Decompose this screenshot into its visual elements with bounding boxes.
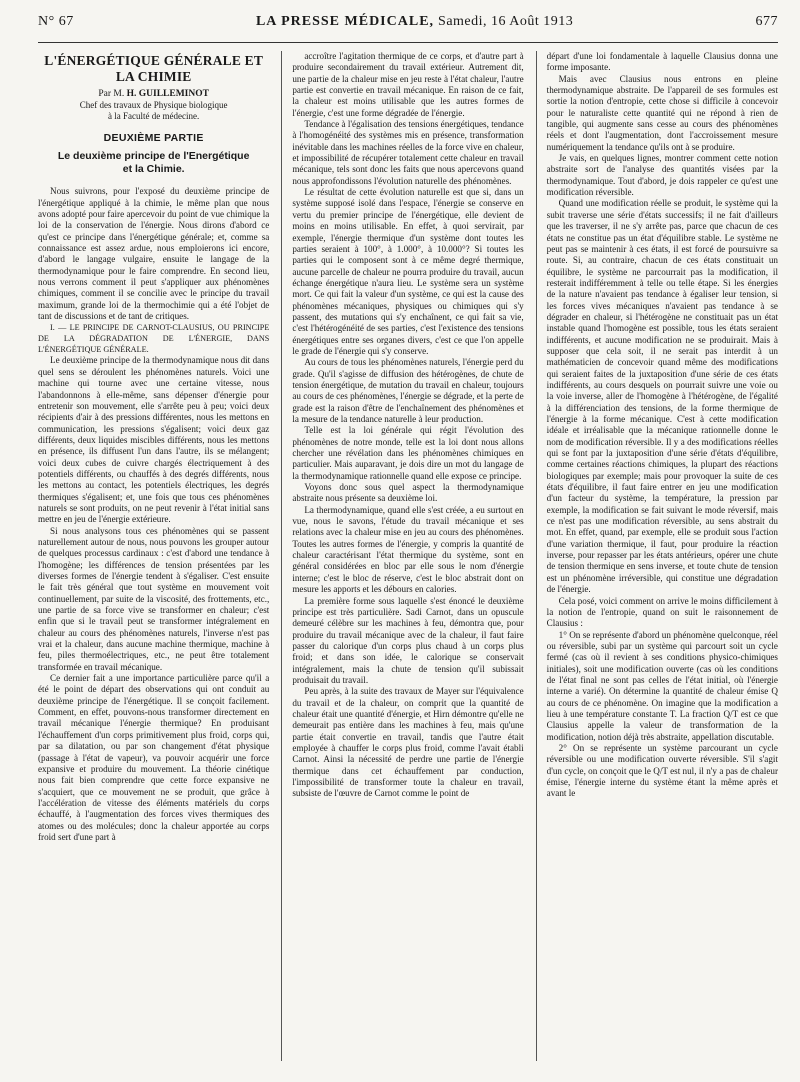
paragraph: Au cours de tous les phénomènes naturels, l'énergie perd du grade. Qu'il s'agisse de diffusion des hétérogènes, de chute de tension énergétique, de mutation du travail en chaleur, toujours au cours de ces phénomènes, l'énergie se dégrade, et la perte de grade est la raison d'être de l'enchaînement des phénomènes et la mesure de la tendance naturelle à leur production. [292,357,524,424]
running-header [38,14,778,38]
paragraph: 1° On se représente d'abord un phénomène quelconque, réel ou réversible, subi par un système qui parcourt soit un cycle fermé (cas où il revient à ses conditions physico-chimiques initiales), soit une modification ouverte (cas où les conditions de l'état final ne sont pas celles de l'état initial, où l'énergie interne a varié). On détermine la quantité de chaleur émise Q au cours de ce phénomène. On imagine que la modification a lieu à une température constante T. La fraction Q/T est ce que Clausius appelle la valeur de transformation de la modification, notion déjà très abstraite, appellation discutable. [546,629,778,742]
affiliation-line-1: Chef des travaux de Physique biologique [79,100,228,110]
page-number-left: N° 67 [38,14,74,29]
byline-prefix: Par M. [98,89,125,99]
paragraph: Quand une modification réelle se produit, le système qui la subit traverse une série d'états successifs; il ne fait d'ailleurs que les traverser, il ne s'y arrête pas, parce que chacun de ces états ne constitue pas un état d'équilibre stable. Le système ne peut pas se maintenir à ces états, il est forcé de poursuivre sa route. Si, au contraire, chacun de ces états constituait un équilibre, le système ne parcourrait pas la modification, il resterait indifféremment à telle ou telle étape. Si les énergies de la nature n'avaient pas tendance à égaliser leur tension, si les forces vives mécaniques n'avaient pas tendance à se dégrader en chaleur, si l'hétérogène ne constituait pas un état instable quand l'homogène est possible, tous les états seraient indifférents, et aucune modification ne se produirait. Mais à supposer que cela soit, il ne serait pas interdit à un mathématicien de concevoir quand même des modifications qui seraient faites de la juxtaposition d'une série de ces états indifférents, au cours desquels on pourrait suivre une voie ou la voie inverse, aller de l'homogène à l'hétérogène, de l'égalité à la différenciation des tensions, de la forme thermique de l'énergie à la forme mécanique. C'est à cette modification idéale et irréalisable que la mécanique rationnelle donne le nom de modification réversible. Il y a des modifications réelles qui se font par la juxtaposition d'une série d'états d'équilibre, comme certaines réactions chimiques, la plupart des réactions biologiques par exemple; mais pour provoquer la suite de ces états d'équilibre, il faut faire entrer en jeu une modification d'un facteur du système, la température, la pression par exemple, la modification se fait suivant le mode réversif, mais ce n'est pas une modification réversible, au sens abstrait du mot. En effet, quand, par exemple, elle se produit sous l'action d'une variation thermique, il faut, pour produire la réaction inverse, pour repasser par les états antérieurs, opérer une chute de tension thermique en sens inverse, et toute chute de tension est un phénomène irréversible, qui constitue une dégradation de l'énergie. [546,198,778,595]
paragraph: Cela posé, voici comment on arrive le moins difficilement à la notion de l'entropie, quand on suit le raisonnement de Clausius : [546,595,778,629]
paragraph: La thermodynamique, quand elle s'est créée, a eu surtout en vue, nous le savons, l'étude du travail mécanique et ses relations avec la chaleur mise en jeu au cours des phénomènes. Toutes les autres formes de l'énergie, y compris la quantité de chaleur caractérisant l'état thermique du système, sont en général considérées en bloc par elle sous le nom d'énergie interne; c'est le bloc de réserve, c'est le bloc abstrait dont on mesure les apports et les débours en calories. [292,504,524,595]
journal-title: LA PRESSE MÉDICALE, [255,14,435,29]
issue-date: Samedi, 16 Août 1913 [438,14,574,29]
paragraph: Telle est la loi générale qui régit l'évolution des phénomènes de notre monde, telle est la loi dont nous allons chercher une révélation dans les phénomènes chimiques en particulier. Mais auparavant, je dois dire un mot du langage de la thermodynamique rationnelle quand elle expose ce principe. [292,425,524,481]
affiliation-line-2: à la Faculté de médecine. [108,110,200,121]
page-number-right: 677 [755,14,778,29]
header-rule [38,42,778,43]
paragraph: départ d'une loi fondamentale à laquelle Clausius donna une forme imposante. [546,51,778,73]
article-title: L'ÉNERGÉTIQUE GÉNÉRALE ET LA CHIMIE [44,53,264,84]
subtitle-line-2: et la Chimie. [122,163,185,176]
subtitle [38,150,269,176]
article-columns [38,51,778,1061]
paragraph: accroître l'agitation thermique de ce corps, et d'autre part à produire secondairement du travail extérieur. Autrement dit, une partie de la chaleur mise en jeu reste à l'état chaleur, l'autre partie est convertie en travail mécanique. En raison de ce fait, la chaleur est moins utilisable que les autres formes de l'énergie, c'est une forme dégradée de l'énergie. [292,51,524,118]
paragraph: 2° On se représente un système parcourant un cycle réversible ou une modification ouverte réversible. S'il s'agit d'un cycle, on conçoit que le Q/T est nul, il n'y a pas de chaleur émise, l'énergie interne du système étant la même après et avant le [546,742,778,799]
paragraph: Le résultat de cette évolution naturelle est que si, dans un système supposé isolé dans l'espace, l'énergie se conserve en vertu du premier principe de l'énergétique, elle devient de moins en moins utilisable. En effet, à quoi servirait, par exemple, l'énergie thermique d'un système dont toutes les parties seraient à 100°, à 1.000°, à 10.000°? Si toutes les parties qui le composent sont à ce même degré thermique, aucune parcelle de chaleur ne pourra produire du travail, aucun échange énergétique n'aura lieu. Le système sera un système mort. Ce qui fait la valeur d'un système, ce qui est la cause des phénomènes mécaniques, physiques ou chimiques qui s'y passent, des mutations qui s'y enchaînent, ce qui fait sa vie, c'est l'hétérogénéité de ses parties, c'est l'existence des tensions énergétiques entre ses organes divers, c'est ce que l'on appelle le grade de l'énergie qui s'y conserve. [292,187,524,356]
author-name: H. GUILLEMINOT [126,89,209,99]
paragraph: Le deuxième principe de la thermodynamique nous dit dans quel sens se déroulent les phénomènes naturels. Voici une machine qui tourne avec une certaine vitesse, nous l'abandonnons à elle-même, sans dépenser d'énergie pour entretenir son mouvement, elle s'arrête peu à peu; voici deux récipients d'air à des pressions différentes, nous les mettons en communication, les pressions s'égalisent; voici deux gaz différents, deux liquides miscibles différents, nous les mettons en présence, ils diffusent l'un dans l'autre, ils se mélangent; voici deux cubes de cuivre chargés électriquement à des potentiels différents, ou chauffés à des degrés différents, nous les mettons au contact, les potentiels électriques, les degrés thermiques s'égalisent; et, une fois que tous ces phénomènes naturels se sont produits, on ne peut revenir à l'état initial sans mettre en jeu de l'énergie extérieure. [38,355,270,525]
paragraph: Si nous analysons tous ces phénomènes qui se passent naturellement autour de nous, nous pouvons les grouper autour de quelques processus cardinaux : c'est d'abord une tendance à l'homogène; les différences de tension présentées par les diverses formes de l'énergie tendent à s'égaliser. C'est ensuite le fait très général que tout système en mouvement voit continuellement, par suite de la viscosité, des frottements, etc., une partie de sa force vive se transformer en chaleur; c'est enfin que si le travail peut se transformer intégralement en chaleur au cours des phénomènes naturels, l'inverse n'est pas vrai et la chaleur, dans aucune machine thermique, machine à feu, piles thermoélectriques, etc., ne peut être totalement transformée en travail mécanique. [38,525,270,672]
paragraph: Ce dernier fait a une importance particulière parce qu'il a été le point de départ des observations qui ont conduit au deuxième principe de l'énergétique. Il se conçoit facilement. Comment, en effet, pouvons-nous transformer directement en travail mécanique l'énergie thermique? En produisant l'échauffement d'un corps primitivement plus froid, corps qui, par sa dilatation, ou par son changement d'état physique (passage à l'état de vapeur), va pouvoir acquérir une force expansive et produire du mouvement. La théorie cinétique nous fait bien comprendre que cette force expansive ne s'acquiert, que ce mouvement ne se produit, que grâce à l'accélération de vitesse des éléments matériels du corps échauffé, à l'augmentation des forces vives thermiques des atomes ou des molécules; donc la chaleur apportée au corps froid sert d'une part à [38,673,270,842]
paragraph: Je vais, en quelques lignes, montrer comment cette notion abstraite sort de l'analyse des quantités visées par la thermodynamique. Tout d'abord, je dois rappeler ce qu'est une modification réversible. [546,153,778,198]
column-1 [38,51,269,1061]
paragraph: La première forme sous laquelle s'est énoncé le deuxième principe est très particulière. Sadi Carnot, dans un opuscule demeuré célèbre sur les machines à feu, démontra que, pour produire du travail mécanique avec de la chaleur, il faut faire passer du calorique d'un corps plus chaud à un corps plus froid; et dans son idée, le calorique se conservait intégralement, mais la chute de tension qu'il subissait produisait du travail. [292,595,524,685]
paragraph: Voyons donc sous quel aspect la thermodynamique abstraite nous présente sa deuxième loi. [292,482,524,504]
paragraph: Peu après, à la suite des travaux de Mayer sur l'équivalence du travail et de la chaleur, on comprit que la quantité de chaleur était une quantité d'énergie, et Hirn démontre qu'elle ne demeurait pas entière dans les machines à feu, mais qu'une partie était convertie en travail, tandis que l'autre était employée à chauffer le corps plus froid, comme l'avait établi Carnot. Ainsi la nécessité de perdre une partie de l'énergie thermique dans cet échauffement par conduction, l'impossibilité de transformer toute la chaleur en travail, subsiste de l'œuvre de Carnot comme le point de [292,686,524,799]
journal-masthead [256,14,573,30]
subtitle-line-1: Le deuxième principe de l'Energétique [57,150,250,163]
paragraph: Nous suivrons, pour l'exposé du deuxième principe de l'énergétique appliqué à la chimie, le même plan que nous avons adopté pour faire apercevoir du point de vue chimique la loi de la conservation de l'énergie. Nous dirons d'abord ce qu'est ce principe dans l'énergétique générale; et, comme sa connaissance est assez ardue, nous emploierons ici encore, d'abord le langage vulgaire, ensuite le langage de la thermodynamique pour le faire comprendre. En second lieu, nous verrons comment il peut s'appliquer aux phénomènes chimiques, comment il se concilie avec le principe du travail maximum, grande loi de la thermochimie qui a été l'objet de tant de discussions et de tant de critiques. [38,186,270,322]
column-2 [281,51,523,1061]
column-3 [536,51,778,1061]
part-heading: DEUXIÈME PARTIE [103,132,204,144]
paragraph: Tendance à l'égalisation des tensions énergétiques, tendance à l'homogénéité des systèmes mis en présence, transformation inévitable dans les machines réelles de la force vive en chaleur, et impossibilité de récupérer totalement cette chaleur en travail mécanique, tels sont donc les faits que nous apercevons quand nous approfondissons l'évolution naturelle des phénomènes. [292,119,524,186]
byline [38,89,269,100]
section-heading: I. — LE PRINCIPE DE CARNOT-CLAUSIUS, OU PRINCIPE DE LA DÉGRADATION DE L'ÉNERGIE, DANS L'ÉNERGÉTIQUE GÉNÉRALE. [38,323,270,355]
paragraph: Mais avec Clausius nous entrons en pleine thermodynamique abstraite. De l'appareil de ses formules est sortie la notion d'entropie, cette chose si difficile à concevoir pour le naturaliste cette quantité qui ne répond à rien de tangible, qui augmente sans cesse au cours des phénomènes réels et dont l'augmentation, dont l'accroissement mesure numériquement la tendance qu'ils ont à se produire. [546,73,778,152]
